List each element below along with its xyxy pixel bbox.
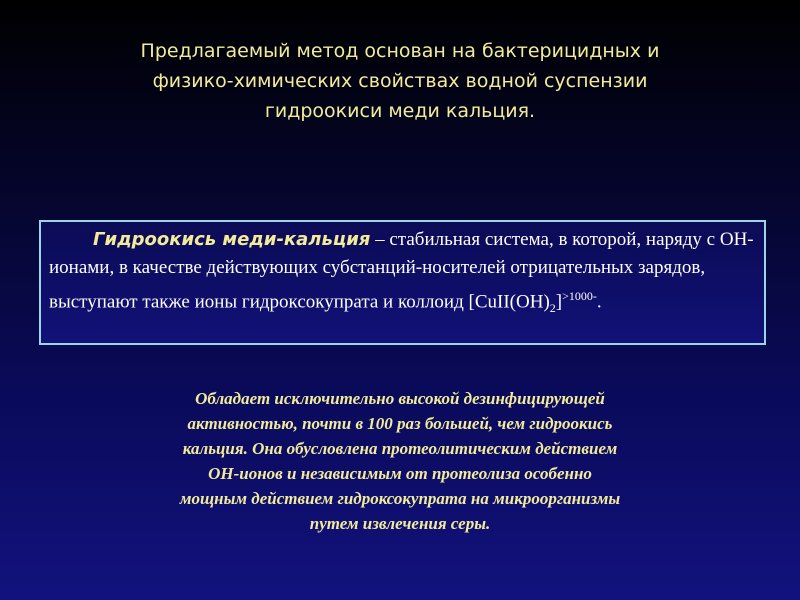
description-line: Обладает исключительно высокой дезинфицирующей [195,389,605,408]
slide-title-line: физико-химических свойствах водной суспензии [152,70,648,92]
slide-title-line: гидроокиси меди кальция. [264,100,536,122]
slide-title [40,36,760,126]
definition-end: . [596,291,602,313]
description-line: путем извлечения серы. [309,514,491,533]
definition-term: Гидроокись меди-кальция [93,229,371,250]
description-paragraph [100,386,700,536]
description-line: активностью, почти в 100 раз большей, чем гидроокись [187,414,613,433]
formula-subscript: 2 [549,301,556,316]
formula-superscript: >1000- [562,289,597,303]
definition-box [39,220,766,345]
formula-close: ] [555,291,563,313]
description-line: кальция. Она обусловлена протеолитическим действием [182,439,618,458]
description-line: ОН-ионов и независимым от протеолиза особенно [208,464,592,483]
slide-title-line: Предлагаемый метод основан на бактерицидных и [140,40,660,62]
definition-text: – стабильная система, в которой, наряду с ОН-ионами, в качестве действующих субстанций-носителей отрицательных зарядов, выступают также ионы гидроксокупрата и коллоид [CuII(OH) [49,229,754,313]
description-line: мощным действием гидроксокупрата на микроорганизмы [179,489,621,508]
